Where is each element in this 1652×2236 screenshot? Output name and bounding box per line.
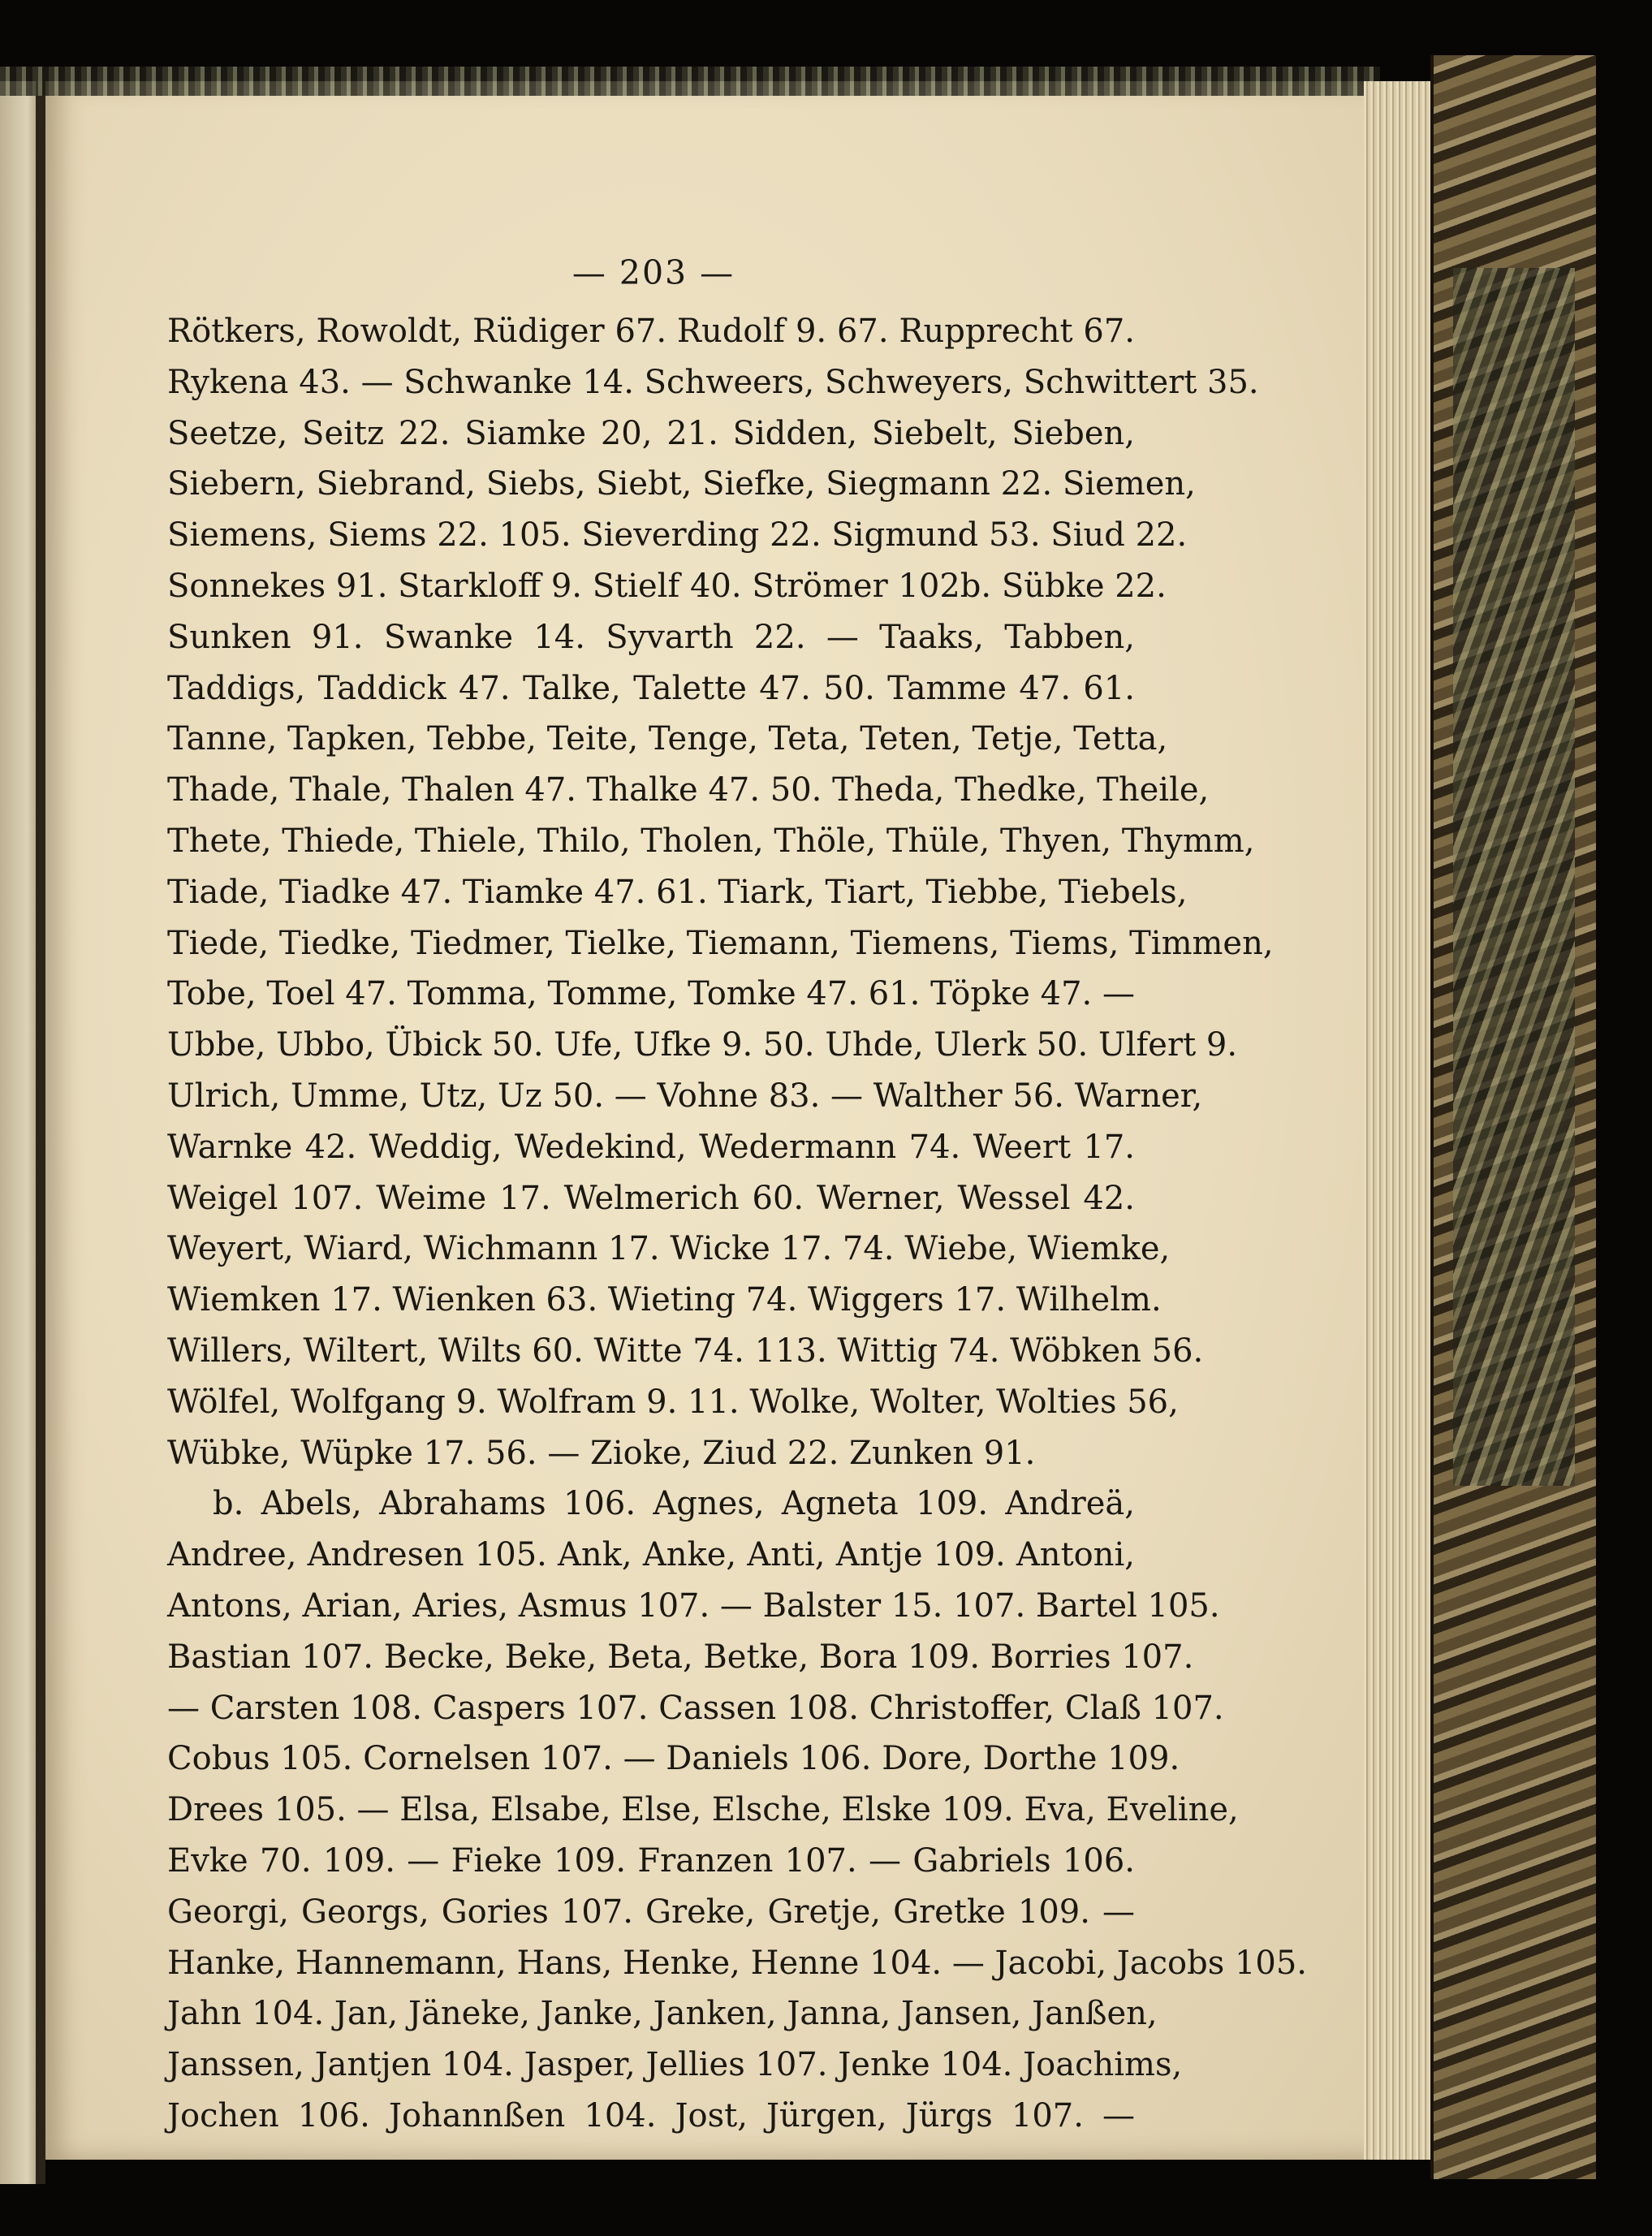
text-line: Sonnekes 91. Starkloff 9. Stielf 40. Strömer 102b. Sübke 22.: [167, 567, 1167, 605]
text-line: Seetze, Seitz 22. Siamke 20, 21. Sidden, Siebelt, Sieben,: [167, 414, 1135, 452]
text-line: Wiemken 17. Wienken 63. Wieting 74. Wiggers 17. Wilhelm.: [167, 1281, 1162, 1319]
text-line: Bastian 107. Becke, Beke, Beta, Betke, Bora 109. Borries 107.: [167, 1638, 1194, 1676]
text-line: Wübke, Wüpke 17. 56. — Zioke, Ziud 22. Zunken 91.: [167, 1434, 1036, 1472]
text-line: Warnke 42. Weddig, Wedekind, Wedermann 74. Weert 17.: [167, 1128, 1135, 1166]
text-line: Thete, Thiede, Thiele, Thilo, Tholen, Thöle, Thüle, Thyen, Thymm,: [167, 822, 1255, 860]
text-line: Jahn 104. Jan, Jäneke, Janke, Janken, Janna, Jansen, Janßen,: [167, 1995, 1158, 2033]
text-line: Antons, Arian, Aries, Asmus 107. — Balster 15. 107. Bartel 105.: [167, 1586, 1220, 1625]
text-line: Weyert, Wiard, Wichmann 17. Wicke 17. 74. Wiebe, Wiemke,: [167, 1230, 1171, 1268]
text-line: Tanne, Tapken, Tebbe, Teite, Tenge, Teta, Teten, Tetje, Tetta,: [167, 720, 1168, 758]
text-line: Tiede, Tiedke, Tiedmer, Tielke, Tiemann, Tiemens, Tiems, Timmen,: [167, 924, 1274, 962]
book-gutter: [36, 81, 45, 2184]
marbled-cover-pattern: [1453, 268, 1575, 1486]
text-line: Janssen, Jantjen 104. Jasper, Jellies 107. Jenke 104. Joachims,: [167, 2046, 1183, 2084]
text-line: Georgi, Georgs, Gories 107. Greke, Gretje, Gretke 109. —: [167, 1893, 1135, 1931]
text-line: Hanke, Hannemann, Hans, Henke, Henne 104. — Jacobi, Jacobs 105.: [167, 1944, 1308, 1982]
text-line: Willers, Wiltert, Wilts 60. Witte 74. 113. Wittig 74. Wöbken 56.: [167, 1332, 1204, 1370]
text-line: Tiade, Tiadke 47. Tiamke 47. 61. Tiark, Tiart, Tiebbe, Tiebels,: [167, 873, 1188, 911]
top-binding-edge: [0, 67, 1380, 96]
text-line: Rykena 43. — Schwanke 14. Schweers, Schweyers, Schwittert 35.: [167, 363, 1259, 401]
text-line: — Carsten 108. Caspers 107. Cassen 108. Christoffer, Claß 107.: [167, 1689, 1224, 1727]
text-line: Taddigs, Taddick 47. Talke, Talette 47. 50. Tamme 47. 61.: [167, 669, 1135, 707]
text-line: Evke 70. 109. — Fieke 109. Franzen 107. — Gabriels 106.: [167, 1841, 1135, 1880]
text-line: Drees 105. — Elsa, Elsabe, Else, Elsche, Elske 109. Eva, Eveline,: [167, 1791, 1239, 1829]
text-line: b. Abels, Abrahams 106. Agnes, Agneta 109. Andreä,: [213, 1485, 1135, 1523]
text-line: Tobe, Toel 47. Tomma, Tomme, Tomke 47. 61. Töpke 47. —: [167, 975, 1135, 1013]
page-stack-edge: [1364, 81, 1430, 2160]
page-number: — 203 —: [572, 253, 735, 292]
text-line: Ulrich, Umme, Utz, Uz 50. — Vohne 83. — Walther 56. Warner,: [167, 1077, 1203, 1115]
text-line: Sunken 91. Swanke 14. Syvarth 22. — Taaks, Tabben,: [167, 618, 1135, 656]
text-line: Cobus 105. Cornelsen 107. — Daniels 106. Dore, Dorthe 109.: [167, 1740, 1180, 1778]
text-line: Wölfel, Wolfgang 9. Wolfram 9. 11. Wolke, Wolter, Wolties 56,: [167, 1383, 1179, 1421]
text-line: Rötkers, Rowoldt, Rüdiger 67. Rudolf 9. 67. Rupprecht 67.: [167, 313, 1135, 350]
text-line: Weigel 107. Weime 17. Welmerich 60. Werner, Wessel 42.: [167, 1179, 1135, 1217]
text-line: Andree, Andresen 105. Ank, Anke, Anti, Antje 109. Antoni,: [167, 1536, 1135, 1574]
text-line: Siebern, Siebrand, Siebs, Siebt, Siefke, Siegmann 22. Siemen,: [167, 465, 1196, 503]
page-text: [167, 306, 1308, 2142]
text-line: Thade, Thale, Thalen 47. Thalke 47. 50. Theda, Thedke, Theile,: [167, 771, 1210, 809]
text-line: Jochen 106. Johannßen 104. Jost, Jürgen, Jürgs 107. —: [167, 2096, 1135, 2135]
text-line: Ubbe, Ubbo, Übick 50. Ufe, Ufke 9. 50. Uhde, Ulerk 50. Ulfert 9.: [167, 1026, 1238, 1064]
text-line: Siemens, Siems 22. 105. Sieverding 22. Sigmund 53. Siud 22.: [167, 516, 1188, 555]
